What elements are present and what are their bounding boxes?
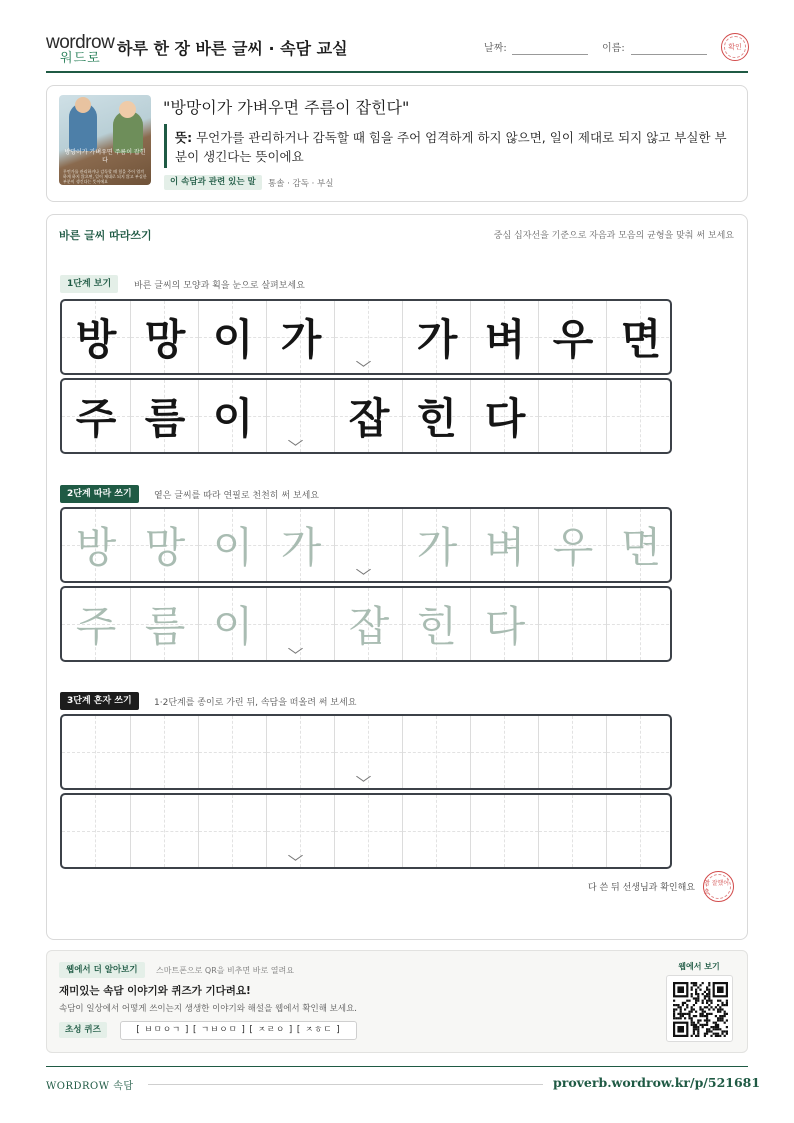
writing-cell[interactable] [62,716,130,788]
guide-horizontal [267,831,334,832]
writing-cell[interactable] [266,716,334,788]
proverb-title: "방망이가 가벼우면 주름이 잡힌다" [163,98,410,117]
date-field-line [512,54,588,55]
trace-character: 방 [75,523,117,572]
logo-korean-text: 워드로 [60,51,101,66]
writing-cell[interactable] [606,716,672,788]
writing-cell[interactable] [606,588,672,660]
guide-horizontal [539,831,606,832]
writing-cell [470,380,538,452]
guide-horizontal [131,752,198,753]
trace-character: 가 [416,523,458,572]
writing-cell [606,380,672,452]
writing-cell[interactable] [266,588,334,660]
guide-horizontal [607,831,672,832]
model-character: 이 [212,394,254,443]
writing-cell[interactable] [606,795,672,867]
writing-cell[interactable] [334,716,402,788]
guide-horizontal [199,752,266,753]
meaning-label: 뜻: [175,130,193,145]
trace-character: 이 [212,523,254,572]
stage-3-tag: 3단계 혼자 쓰기 [60,692,139,710]
model-character: 이 [212,315,254,364]
writing-cell[interactable] [470,716,538,788]
guide-horizontal [335,545,402,546]
writing-cell[interactable] [334,795,402,867]
stage-2-row-2[interactable] [60,586,672,662]
footer-divider [46,1066,748,1067]
writing-cell [130,301,198,373]
stage-1-desc: 바른 글씨의 모양과 획을 눈으로 살펴보세요 [134,281,305,291]
trace-character: 우 [552,523,594,572]
well-done-seal-label: 참 잘했어요 [704,879,730,896]
stage-3-row-2[interactable] [60,793,672,869]
name-label: 이름: [602,43,625,54]
trace-character: 면 [620,523,662,572]
model-character: 주 [75,394,117,443]
writing-cell[interactable] [470,795,538,867]
header-divider [46,71,748,73]
writing-cell[interactable] [538,588,606,660]
writing-cell [198,301,266,373]
writing-cell[interactable] [198,795,266,867]
writing-cell [402,380,470,452]
confirm-seal-label: 확인 [728,43,742,51]
writing-cell[interactable] [402,716,470,788]
chosung-quiz-box: [ ㅂㅁㅇㄱ ] [ ㄱㅂㅇㅁ ] [ ㅈㄹㅇ ] [ ㅈㅎㄷ ] [120,1021,357,1040]
model-character: 방 [75,315,117,364]
writing-cell[interactable] [266,795,334,867]
trace-character: 망 [144,523,186,572]
model-character: 우 [552,315,594,364]
trace-character: 주 [75,602,117,651]
writing-cell[interactable] [198,716,266,788]
guide-horizontal [335,752,402,753]
writing-cell [62,301,130,373]
model-character: 잡 [348,394,390,443]
logo-text: wordrow [46,32,115,53]
model-character: 름 [144,394,186,443]
footer-brand: WORDROW 속담 [46,1081,134,1092]
qr-label: 웹에서 보기 [678,962,720,971]
practice-section-title: 바른 글씨 따라쓰기 [59,229,152,242]
writing-cell[interactable] [538,716,606,788]
meaning-accent-bar [164,124,167,168]
writing-cell[interactable] [198,588,266,660]
page-title: 하루 한 장 바른 글씨 · 속담 교실 [117,39,348,58]
model-character: 힌 [416,394,458,443]
guide-horizontal [471,831,538,832]
writing-cell [334,380,402,452]
guide-horizontal [62,752,130,753]
meaning-body: 무언가를 관리하거나 감독할 때 힘을 주어 엄격하게 하지 않으면, 일이 제대로 되지 않고 부실한 부분이 생긴다는 뜻이에요 [175,130,727,164]
guide-horizontal [267,752,334,753]
writing-cell [402,301,470,373]
web-more-sub: 스마트폰으로 QR을 비추면 바로 열려요 [156,966,294,975]
guide-horizontal [267,416,334,417]
practice-section-hint: 중심 십자선을 기준으로 자음과 모음의 균형을 맞춰 써 보세요 [493,231,734,241]
guide-horizontal [607,624,672,625]
writing-cell[interactable] [606,509,672,581]
writing-cell[interactable] [130,588,198,660]
model-character: 벼 [484,315,526,364]
stage-1-row-1 [60,299,672,375]
illustration-head-1 [75,97,91,113]
trace-character: 힌 [416,602,458,651]
trace-character: 벼 [484,523,526,572]
guide-horizontal [199,831,266,832]
stage-3-desc: 1·2단계를 종이로 가린 뒤, 속담을 떠올려 써 보세요 [154,698,357,708]
chosung-quiz-tag: 초성 퀴즈 [59,1022,107,1038]
web-more-desc: 속담이 일상에서 어떻게 쓰이는지 생생한 이야기와 해설을 웹에서 확인해 보세요. [59,1004,357,1014]
writing-cell[interactable] [130,509,198,581]
model-character: 망 [144,315,186,364]
guide-horizontal [471,752,538,753]
stage-1-row-2 [60,378,672,454]
web-more-title: 재미있는 속담 이야기와 퀴즈가 기다려요! [59,985,251,997]
writing-cell[interactable] [334,588,402,660]
writing-cell [606,301,672,373]
writing-cell[interactable] [402,795,470,867]
qr-code-icon [667,976,734,1043]
related-words-tag: 이 속담과 관련 있는 말 [164,175,262,190]
writing-cell[interactable] [538,795,606,867]
guide-horizontal [335,831,402,832]
guide-horizontal [403,752,470,753]
qr-code[interactable] [666,975,733,1042]
illustration-head-2 [119,101,136,118]
footer-line [148,1084,543,1085]
writing-cell[interactable] [130,795,198,867]
confirm-seal-icon [721,33,749,61]
writing-cell [198,380,266,452]
web-more-tag: 웹에서 더 알아보기 [59,962,145,978]
writing-cell [130,380,198,452]
guide-horizontal [403,831,470,832]
stage-1-tag: 1단계 보기 [60,275,118,293]
guide-horizontal [607,752,672,753]
writing-cell [470,301,538,373]
writing-cell[interactable] [470,588,538,660]
proverb-illustration [59,95,151,185]
writing-cell [266,380,334,452]
writing-cell[interactable] [470,509,538,581]
writing-cell[interactable] [62,795,130,867]
trace-character: 다 [484,602,526,651]
guide-horizontal [267,624,334,625]
trace-character: 이 [212,602,254,651]
well-done-seal-icon [703,871,734,902]
writing-cell [266,301,334,373]
guide-horizontal [62,831,130,832]
stage-2-tag: 2단계 따라 쓰기 [60,485,139,503]
guide-horizontal [131,831,198,832]
writing-cell [538,380,606,452]
guide-horizontal [335,337,402,338]
meaning-text [175,128,735,166]
footer-url[interactable]: proverb.wordrow.kr/p/521681 [553,1075,761,1090]
guide-horizontal [539,624,606,625]
writing-cell[interactable] [198,509,266,581]
writing-cell[interactable] [62,509,130,581]
related-words: 통솔 · 감독 · 부실 [268,179,334,189]
teacher-check-text: 다 쓴 뒤 선생님과 확인해요 [587,883,695,893]
guide-horizontal [539,752,606,753]
model-character: 가 [280,315,322,364]
trace-character: 가 [280,523,322,572]
stage-2-row-1[interactable] [60,507,672,583]
illustration-caption: 방망이가 가벼우면 주름이 잡힌다 [64,149,146,164]
writing-cell [538,301,606,373]
illustration-small-text: 무언가를 관리하거나 감독할 때 힘을 주어 엄격하게 하지 않으면, 일이 제대로 되지 않고 부실한 부분이 생긴다는 뜻이에요 [63,169,147,185]
writing-cell[interactable] [62,588,130,660]
writing-cell[interactable] [130,716,198,788]
trace-character: 름 [144,602,186,651]
stage-3-row-1[interactable] [60,714,672,790]
wordrow-logo [46,32,115,66]
writing-cell [334,301,402,373]
model-character: 면 [620,315,662,364]
guide-horizontal [539,416,606,417]
writing-cell[interactable] [538,509,606,581]
stage-2-desc: 옅은 글씨를 따라 연필로 천천히 써 보세요 [154,491,319,501]
guide-horizontal [607,416,672,417]
date-label: 날짜: [484,43,507,54]
name-field-line [631,54,707,55]
writing-cell[interactable] [402,588,470,660]
model-character: 가 [416,315,458,364]
writing-cell[interactable] [402,509,470,581]
writing-cell [62,380,130,452]
writing-cell[interactable] [266,509,334,581]
model-character: 다 [484,394,526,443]
writing-cell[interactable] [334,509,402,581]
trace-character: 잡 [348,602,390,651]
